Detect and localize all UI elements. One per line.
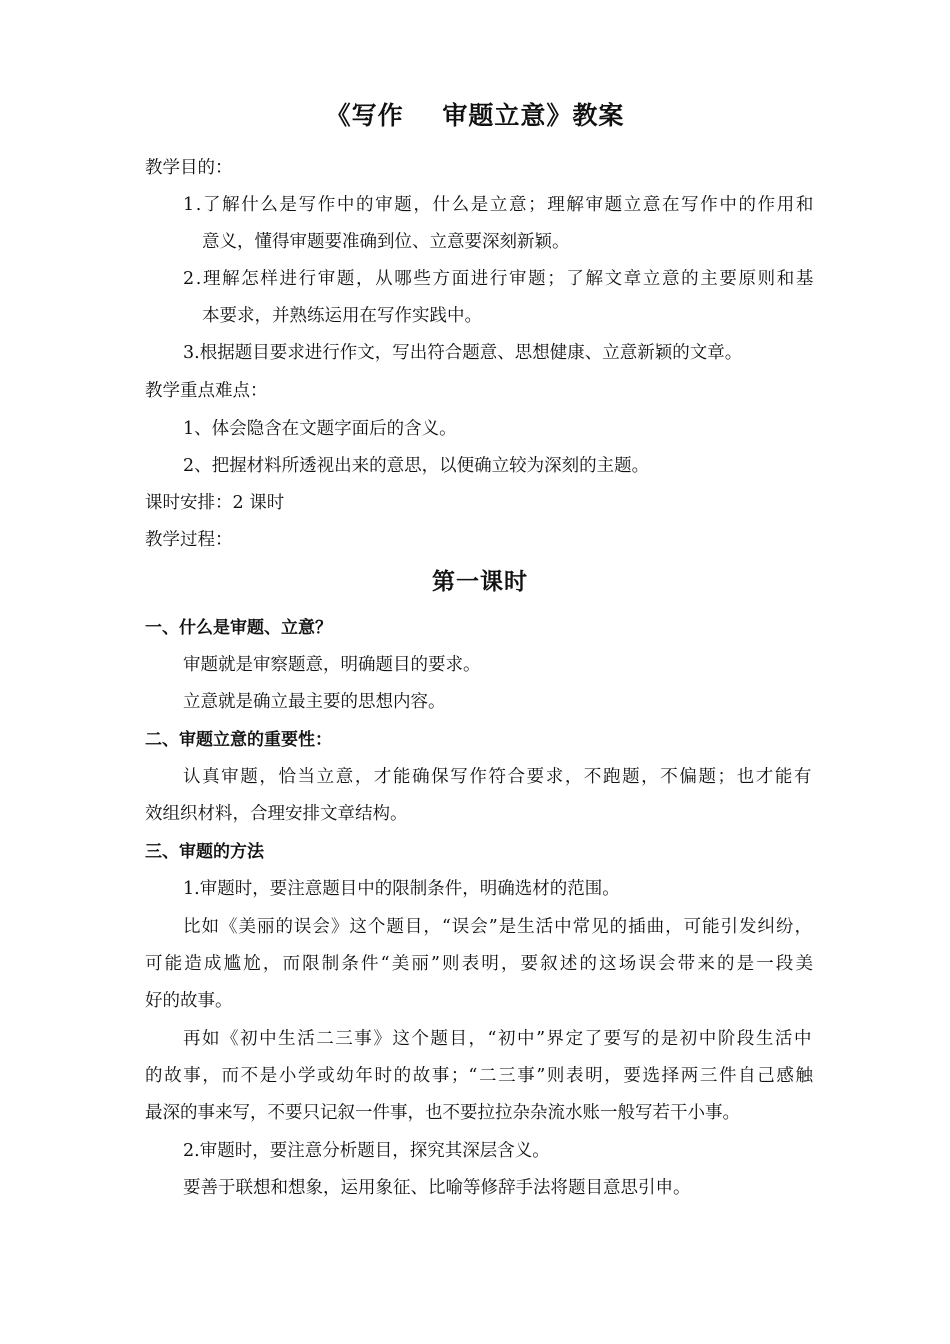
importance-line-2: 效组织材料，合理安排文章结构。 xyxy=(145,804,408,824)
definition-liyi: 立意就是确立最主要的思想内容。 xyxy=(183,692,446,712)
key-points-label: 教学重点难点： xyxy=(145,381,268,401)
document-title: 《写作 审题立意》教案 xyxy=(325,101,625,130)
objective-1-line-1: 1.了解什么是写作中的审题，什么是立意；理解审题立意在写作中的作用和 xyxy=(183,195,815,215)
heading-importance: 二、审题立意的重要性： xyxy=(145,730,332,750)
objective-1-line-2: 意义，懂得审题要准确到位、立意要深刻新颖。 xyxy=(202,232,570,252)
method-2-detail: 要善于联想和想象，运用象征、比喻等修辞手法将题目意思引申。 xyxy=(183,1178,691,1198)
key-point-1: 1、体会隐含在文题字面后的含义。 xyxy=(183,419,457,439)
importance-line-1: 认真审题，恰当立意，才能确保写作符合要求，不跑题，不偏题；也才能有 xyxy=(183,767,813,787)
objectives-label: 教学目的： xyxy=(145,158,233,178)
section-title: 第一课时 xyxy=(432,569,528,595)
example-2-line-3: 最深的事来写，不要只记叙一件事，也不要拉拉杂杂流水账一般写若干小事。 xyxy=(145,1103,740,1123)
method-1: 1.审题时，要注意题目中的限制条件，明确选材的范围。 xyxy=(183,879,620,899)
objective-2-line-1: 2.理解怎样进行审题，从哪些方面进行审题；了解文章立意的主要原则和基 xyxy=(183,269,815,289)
method-2: 2.审题时，要注意分析题目，探究其深层含义。 xyxy=(183,1141,550,1161)
objective-2-line-2: 本要求，并熟练运用在写作实践中。 xyxy=(202,306,482,326)
heading-methods: 三、审题的方法 xyxy=(145,842,264,862)
example-2-line-2: 的故事，而不是小学或幼年时的故事；“二三事”则表明，要选择两三件自己感触 xyxy=(145,1066,813,1086)
heading-what-is: 一、什么是审题、立意？ xyxy=(145,618,332,638)
example-2-line-1: 再如《初中生活二三事》这个题目，“初中”界定了要写的是初中阶段生活中 xyxy=(183,1029,813,1049)
process-label: 教学过程： xyxy=(145,530,233,550)
example-1-line-1: 比如《美丽的误会》这个题目，“误会”是生活中常见的插曲，可能引发纠纷， xyxy=(183,917,813,937)
example-1-line-3: 好的故事。 xyxy=(145,991,233,1011)
schedule: 课时安排：2 课时 xyxy=(145,493,285,513)
objective-3: 3.根据题目要求进行作文，写出符合题意、思想健康、立意新颖的文章。 xyxy=(183,343,743,363)
key-point-2: 2、把握材料所透视出来的意思，以便确立较为深刻的主题。 xyxy=(183,456,650,476)
definition-shenti: 审题就是审察题意，明确题目的要求。 xyxy=(183,655,481,675)
example-1-line-2: 可能造成尴尬，而限制条件“美丽”则表明，要叙述的这场误会带来的是一段美 xyxy=(145,954,813,974)
